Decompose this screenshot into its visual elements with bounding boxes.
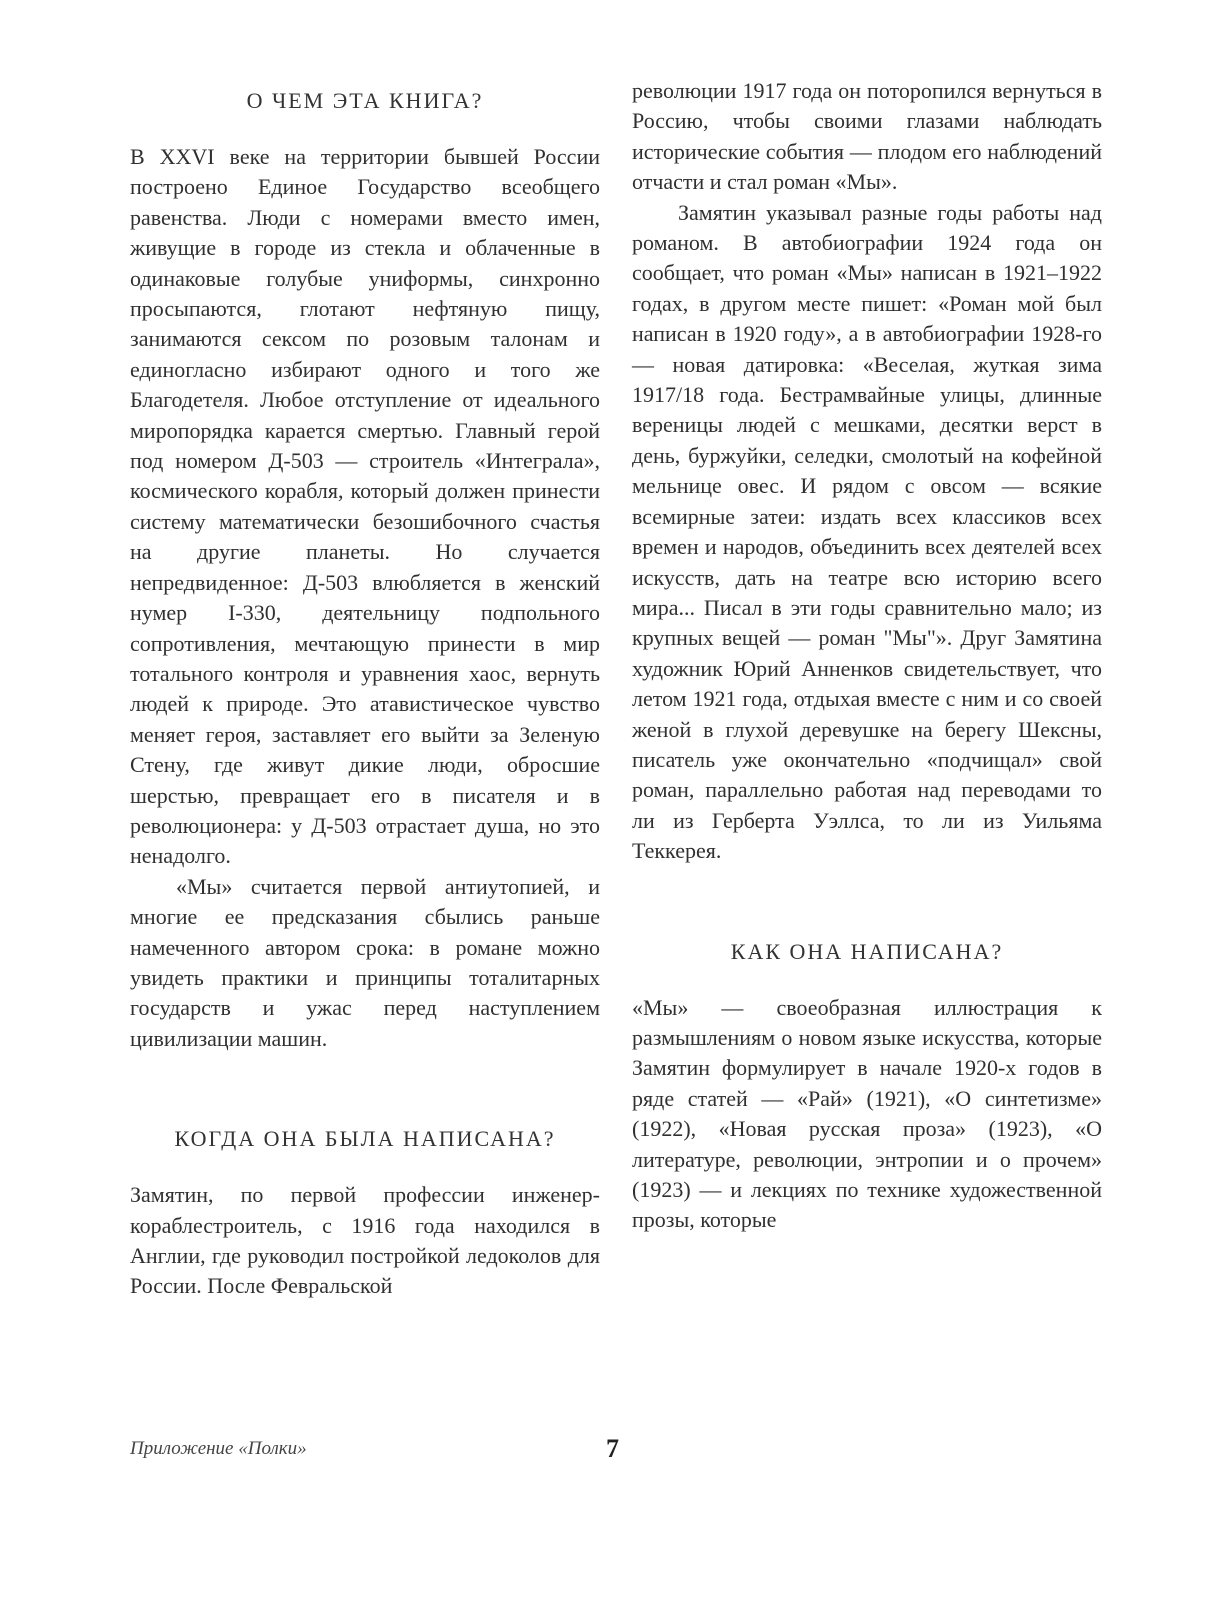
page-footer xyxy=(130,1434,1100,1464)
paragraph-dating: Замятин указывал разные годы работы над романом. В автобиографии 1924 года он сообщает, что роман «Мы» написан в 1921–1922 годах, в другом месте пишет: «Роман мой был написан в 1920 году», а в автобиографии 1928-го — новая датировка: «Веселая, жуткая зима 1917/18 года. Бестрамвайные улицы, длинные вереницы людей с мешками, десятки верст в день, буржуйки, селедки, смолотый на кофейной мельнице овес. И рядом с овсом — всякие всемирные затеи: издать всех классиков всех времен и народов, объединить всех деятелей всех искусств, дать на театре всю историю всего мира... Писал в эти годы сравнительно мало; из крупных вещей — роман "Мы"». Друг Замятина художник Юрий Анненков свидетельствует, что летом 1921 года, отдыхая вместе с ним и со своей женой в глухой деревушке на берегу Шексны, писатель уже окончательно «подчищал» свой роман, параллельно работая над переводами то ли из Герберта Уэллса, то ли из Уильяма Теккерея. xyxy=(632,199,1102,864)
paragraph-plot-summary: В XXVI веке на территории бывшей России построено Единое Государство всеобщего равенства. Люди с номерами вместо имен, живущие в городе из стекла и облаченные в одинаковые голубые униформы, синхронно просыпаются, глотают нефтяную пищу, занимаются сексом по розовым талонам и единогласно избирают одного и того же Благодетеля. Любое отступление от идеального миропорядка карается смертью. Главный герой под номером Д-503 — строитель «Интеграла», космического корабля, который должен принести систему математически безошибочного счастья на другие планеты. Но случается непредвиденное: Д-503 влюбляется в женский нумер I-330, деятельницу подпольного сопротивления, мечтающую принести в мир тотального контроля и уравнения хаос, вернуть людей к природе. Это атавистическое чувство меняет героя, заставляет его выйти за Зеленую Стену, где живут дикие люди, обросшие шерстью, превращает его в писателя и в революционера: у Д-503 отрастает душа, но это ненадолго. xyxy=(130,144,600,869)
paragraph-new-language: «Мы» — своеобразная иллюстрация к размышлениям о новом языке искусства, которые Замятин формулирует в начале 1920-х годов в ряде статей — «Рай» (1921), «О синтетизме» (1922), «Новая русская проза» (1923), «О литературе, революции, энтропии и о прочем» (1923) — и лекциях по технике художественной прозы, которые xyxy=(632,994,1102,1233)
paragraph-first-dystopia: «Мы» считается первой антиутопией, и многие ее предсказания сбылись раньше намеченного автором срока: в романе можно увидеть практики и принципы тоталитарных государств и ужас перед наступлением цивилизации машин. xyxy=(130,873,600,1051)
right-column xyxy=(632,76,1102,1236)
page-number: 7 xyxy=(606,1434,619,1463)
section-heading-how-written: КАК ОНА НАПИСАНА? xyxy=(730,938,1004,964)
publication-title: Приложение «Полки» xyxy=(130,1438,307,1459)
section-heading-what-about: О ЧЕМ ЭТА КНИГА? xyxy=(246,88,484,113)
paragraph-return-russia: революции 1917 года он поторопился вернуться в Россию, чтобы своими глазами наблюдать исторические события — плодом его наблюдений отчасти и стал роман «Мы». xyxy=(632,78,1102,195)
section-heading-when-written: КОГДА ОНА БЫЛА НАПИСАНА? xyxy=(174,1126,556,1152)
left-column xyxy=(130,76,600,1302)
paragraph-zamyatin-england: Замятин, по первой профессии инженер-кораблестроитель, с 1916 года находился в Англии, где руководил постройкой ледоколов для России. После Февральской xyxy=(130,1182,600,1299)
